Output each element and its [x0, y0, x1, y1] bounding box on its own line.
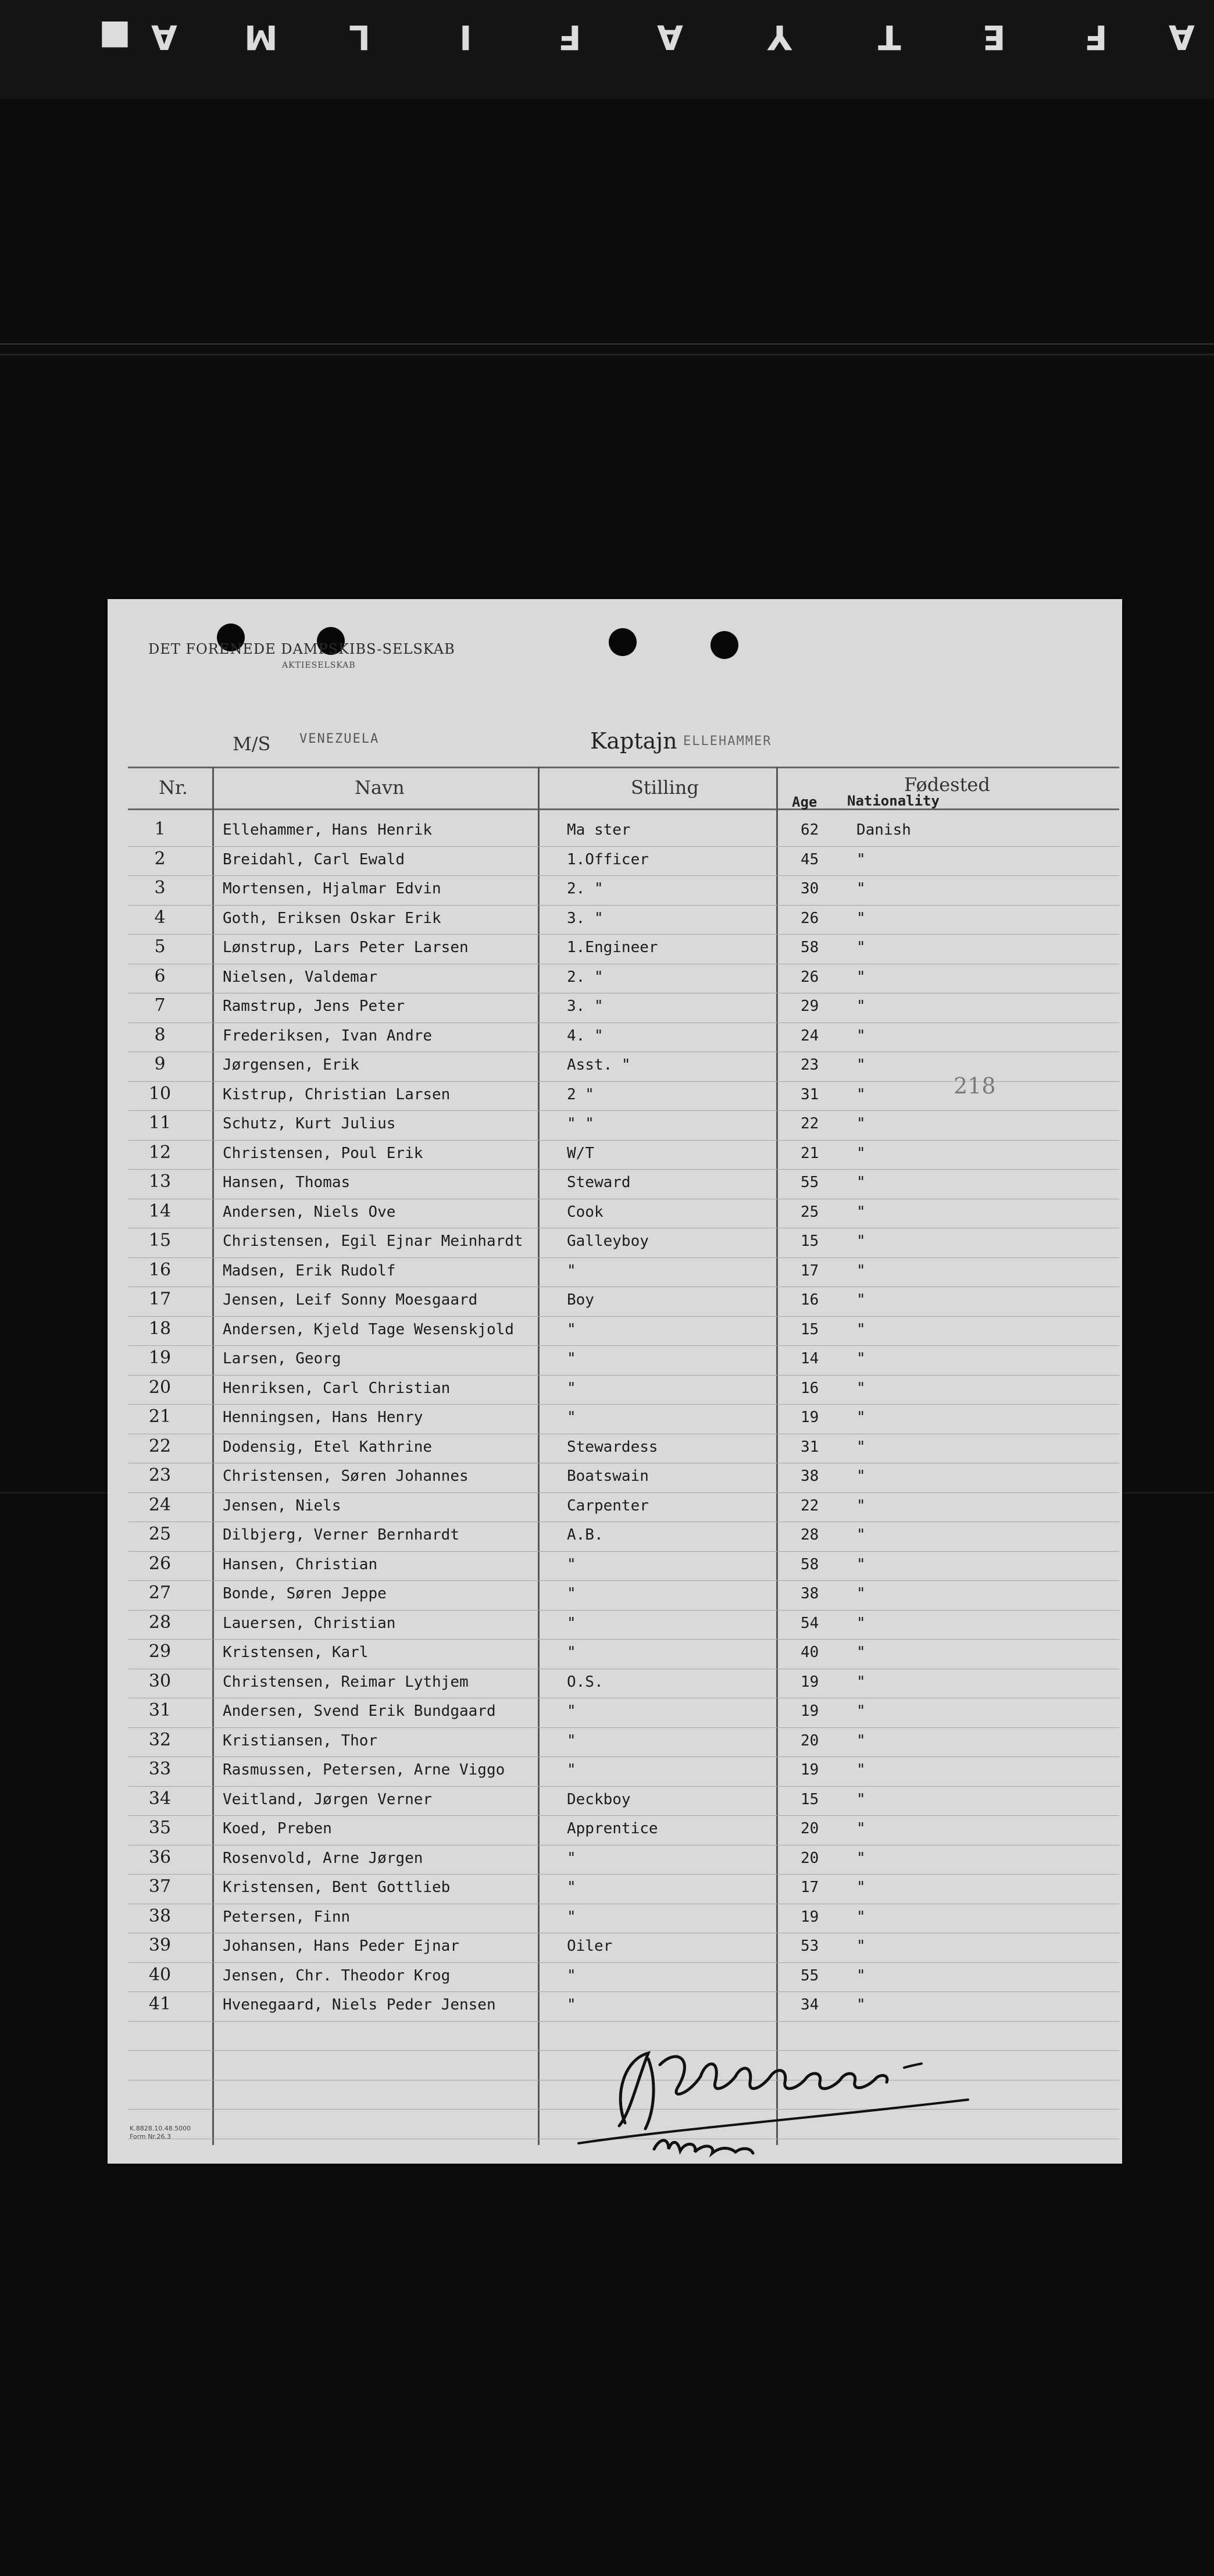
row-rule: [128, 1991, 1119, 1992]
row-nr: 30: [148, 1670, 172, 1691]
film-banner-letter: ■: [99, 17, 131, 57]
row-nationality: ": [856, 1438, 866, 1456]
row-nationality: ": [856, 1232, 866, 1250]
row-navn: Jensen, Chr. Theodor Krog: [223, 1966, 451, 1984]
row-nr: 21: [148, 1406, 172, 1427]
row-nr: 12: [148, 1142, 172, 1163]
row-nationality: ": [856, 1673, 866, 1691]
row-rule: [128, 1727, 1119, 1728]
row-nr: 31: [148, 1700, 172, 1720]
row-nationality: ": [856, 1085, 866, 1103]
film-banner-letter: Y: [767, 17, 792, 57]
row-age: 40: [801, 1644, 819, 1661]
row-rule: [128, 1169, 1119, 1170]
row-nationality: ": [856, 1320, 866, 1338]
row-navn: Christensen, Egil Ejnar Meinhardt: [223, 1232, 523, 1250]
row-navn: Henningsen, Hans Henry: [223, 1409, 423, 1426]
row-navn: Christensen, Poul Erik: [223, 1144, 423, 1162]
crew-list-sheet: [108, 599, 1122, 2164]
row-stilling: Cook: [567, 1203, 604, 1221]
row-stilling: Ma ster: [567, 821, 631, 839]
row-stilling: ": [567, 1320, 576, 1338]
row-stilling: ": [567, 1702, 576, 1720]
row-nr: 19: [148, 1348, 172, 1368]
row-nr: 28: [148, 1612, 172, 1633]
row-nationality: ": [856, 1614, 866, 1632]
row-rule: [128, 1316, 1119, 1317]
film-edge: [0, 0, 1214, 99]
row-nationality: ": [856, 1966, 866, 1984]
row-navn: Koed, Preben: [223, 1820, 332, 1837]
row-stilling: ": [567, 1409, 576, 1426]
row-navn: Petersen, Finn: [223, 1908, 351, 1926]
row-age: 55: [801, 1966, 819, 1984]
row-navn: Nielsen, Valdemar: [223, 968, 378, 986]
row-age: 19: [801, 1409, 819, 1426]
row-stilling: Boy: [567, 1291, 594, 1309]
row-stilling: A.B.: [567, 1526, 604, 1544]
signature: [561, 2024, 1055, 2164]
row-nationality: ": [856, 880, 866, 897]
row-age: 55: [801, 1174, 819, 1191]
row-navn: Kristensen, Karl: [223, 1644, 369, 1661]
row-stilling: Asst. ": [567, 1056, 631, 1074]
film-banner-letter: L: [349, 17, 370, 57]
row-age: 17: [801, 1879, 819, 1896]
row-nr: 6: [154, 965, 166, 986]
row-stilling: ": [567, 1350, 576, 1367]
row-stilling: ": [567, 1262, 576, 1280]
row-nationality: ": [856, 1467, 866, 1485]
column-divider: [776, 767, 778, 2145]
row-rule: [128, 2021, 1119, 2022]
row-nationality: ": [856, 1526, 866, 1544]
row-nationality: Danish: [856, 821, 911, 839]
row-rule: [128, 1962, 1119, 1963]
row-navn: Ellehammer, Hans Henrik: [223, 821, 433, 839]
row-navn: Lønstrup, Lars Peter Larsen: [223, 939, 469, 956]
header-nr: Nr.: [159, 776, 188, 799]
row-stilling: Apprentice: [567, 1820, 658, 1837]
row-age: 34: [801, 1996, 819, 2014]
row-stilling: Steward: [567, 1174, 631, 1191]
row-nationality: ": [856, 1115, 866, 1132]
row-nationality: ": [856, 1996, 866, 2014]
header-stilling: Stilling: [631, 776, 699, 799]
row-nr: 32: [148, 1729, 172, 1750]
row-navn: Ramstrup, Jens Peter: [223, 997, 405, 1015]
row-age: 20: [801, 1731, 819, 1750]
row-nr: 38: [148, 1905, 172, 1926]
row-stilling: O.S.: [567, 1673, 604, 1691]
row-stilling: 3. ": [567, 909, 604, 927]
row-nationality: ": [856, 850, 866, 868]
row-nr: 33: [148, 1759, 172, 1779]
row-nr: 22: [148, 1435, 172, 1456]
row-nationality: ": [856, 909, 866, 927]
row-navn: Dodensig, Etel Kathrine: [223, 1438, 433, 1456]
row-stilling: Galleyboy: [567, 1232, 649, 1250]
row-age: 28: [801, 1526, 819, 1544]
row-nationality: ": [856, 1350, 866, 1367]
row-rule: [128, 1610, 1119, 1611]
film-banner-letter: M: [244, 17, 278, 57]
film-banner: [0, 17, 1214, 64]
row-nationality: ": [856, 1644, 866, 1661]
row-nr: 26: [148, 1553, 172, 1574]
row-stilling: 3. ": [567, 997, 604, 1015]
row-age: 45: [801, 850, 819, 868]
row-age: 62: [801, 821, 819, 839]
row-stilling: Stewardess: [567, 1438, 658, 1456]
row-stilling: " ": [567, 1115, 594, 1132]
row-nationality: ": [856, 1937, 866, 1955]
row-nr: 17: [148, 1289, 172, 1309]
row-stilling: ": [567, 1761, 576, 1779]
row-age: 15: [801, 1790, 819, 1808]
row-navn: Kistrup, Christian Larsen: [223, 1085, 451, 1103]
ship-prefix: M/S: [233, 733, 271, 755]
row-navn: Lauersen, Christian: [223, 1614, 396, 1632]
film-banner-letter: E: [983, 17, 1006, 57]
row-nr: 3: [154, 878, 166, 898]
row-stilling: 1.Engineer: [567, 939, 658, 956]
film-streak: [0, 343, 1214, 345]
row-stilling: 2. ": [567, 968, 604, 986]
header-bottom-rule: [128, 808, 1119, 810]
film-banner-letter: I: [459, 17, 472, 57]
row-navn: Johansen, Hans Peder Ejnar: [223, 1937, 459, 1955]
row-nationality: ": [856, 1262, 866, 1280]
page-stamp-number: 218: [954, 1073, 996, 1099]
film-banner-letter: T: [878, 17, 901, 57]
row-nationality: ": [856, 1790, 866, 1808]
row-nr: 2: [154, 848, 166, 869]
row-rule: [128, 1257, 1119, 1258]
row-navn: Larsen, Georg: [223, 1350, 341, 1367]
row-rule: [128, 1580, 1119, 1581]
row-age: 14: [801, 1350, 819, 1367]
row-navn: Mortensen, Hjalmar Edvin: [223, 880, 441, 897]
row-age: 19: [801, 1908, 819, 1926]
row-stilling: ": [567, 1996, 576, 2014]
row-nationality: ": [856, 1497, 866, 1515]
row-nr: 23: [148, 1465, 172, 1485]
row-age: 54: [801, 1614, 819, 1632]
row-nr: 1: [154, 819, 166, 839]
row-nationality: ": [856, 1555, 866, 1573]
row-nr: 25: [148, 1524, 172, 1544]
row-navn: Andersen, Svend Erik Bundgaard: [223, 1702, 496, 1720]
row-stilling: ": [567, 1379, 576, 1397]
row-navn: Christensen, Søren Johannes: [223, 1467, 469, 1485]
row-nationality: ": [856, 939, 866, 956]
row-nationality: ": [856, 1409, 866, 1426]
form-number: Form Nr.26.3: [130, 2133, 171, 2140]
row-rule: [128, 1140, 1119, 1141]
film-banner-letter: A: [151, 17, 177, 57]
row-navn: Jensen, Niels: [223, 1497, 341, 1515]
row-nr: 8: [154, 1024, 166, 1045]
row-nationality: ": [856, 1879, 866, 1896]
row-stilling: ": [567, 1614, 576, 1632]
row-navn: Jensen, Leif Sonny Moesgaard: [223, 1291, 478, 1309]
row-rule: [128, 1815, 1119, 1816]
row-stilling: Oiler: [567, 1937, 613, 1955]
row-stilling: Deckboy: [567, 1790, 631, 1808]
row-rule: [128, 1639, 1119, 1640]
row-age: 58: [801, 939, 819, 956]
row-nationality: ": [856, 1761, 866, 1779]
row-navn: Schutz, Kurt Julius: [223, 1115, 396, 1132]
row-navn: Rosenvold, Arne Jørgen: [223, 1849, 423, 1867]
header-fodested: Fødested: [904, 774, 990, 796]
header-top-rule: [128, 767, 1119, 768]
row-navn: Dilbjerg, Verner Bernhardt: [223, 1526, 459, 1544]
row-nr: 37: [148, 1876, 172, 1897]
row-stilling: 4. ": [567, 1027, 604, 1045]
row-stilling: ": [567, 1644, 576, 1661]
row-stilling: ": [567, 1731, 576, 1750]
row-rule: [128, 1345, 1119, 1346]
row-nr: 4: [154, 907, 166, 928]
row-navn: Jørgensen, Erik: [223, 1056, 359, 1074]
row-nr: 20: [148, 1377, 172, 1398]
row-rule: [128, 905, 1119, 906]
row-age: 38: [801, 1467, 819, 1485]
row-nationality: ": [856, 968, 866, 986]
row-age: 16: [801, 1291, 819, 1309]
row-age: 26: [801, 909, 819, 927]
row-age: 20: [801, 1820, 819, 1837]
row-rule: [128, 1786, 1119, 1787]
film-banner-letter: A: [1169, 17, 1195, 57]
row-age: 25: [801, 1203, 819, 1221]
row-rule: [128, 1874, 1119, 1875]
captain-label: Kaptajn: [590, 728, 677, 754]
row-age: 53: [801, 1937, 819, 1955]
row-navn: Breidahl, Carl Ewald: [223, 850, 405, 868]
row-rule: [128, 846, 1119, 847]
row-navn: Hvenegaard, Niels Peder Jensen: [223, 1996, 496, 2014]
row-nr: 10: [148, 1083, 172, 1104]
row-age: 21: [801, 1144, 819, 1162]
row-nr: 29: [148, 1641, 172, 1662]
row-age: 24: [801, 1027, 819, 1045]
row-nr: 35: [148, 1818, 172, 1838]
column-divider: [538, 767, 540, 2145]
form-code: K.8828.10.48.5000: [130, 2125, 191, 2132]
row-age: 16: [801, 1379, 819, 1397]
row-nationality: ": [856, 1731, 866, 1750]
row-age: 19: [801, 1673, 819, 1691]
row-age: 31: [801, 1085, 819, 1103]
row-navn: Madsen, Erik Rudolf: [223, 1262, 396, 1280]
row-stilling: ": [567, 1585, 576, 1602]
row-rule: [128, 934, 1119, 935]
row-nationality: ": [856, 1174, 866, 1191]
row-nationality: ": [856, 1203, 866, 1221]
row-rule: [128, 1404, 1119, 1405]
row-nr: 18: [148, 1318, 172, 1339]
row-age: 38: [801, 1585, 819, 1602]
row-navn: Andersen, Niels Ove: [223, 1203, 396, 1221]
row-stilling: ": [567, 1908, 576, 1926]
row-nr: 11: [148, 1113, 172, 1133]
row-age: 29: [801, 997, 819, 1015]
row-nr: 16: [148, 1259, 172, 1280]
row-nr: 36: [148, 1847, 172, 1868]
row-nationality: ": [856, 1027, 866, 1045]
company-name: DET FORENEDE DAMPSKIBS-SELSKAB: [148, 641, 455, 657]
company-subtitle: AKTIESELSKAB: [282, 661, 356, 670]
row-navn: Rasmussen, Petersen, Arne Viggo: [223, 1761, 505, 1779]
header-age: Age: [792, 794, 817, 810]
row-navn: Kristiansen, Thor: [223, 1731, 378, 1750]
row-age: 17: [801, 1262, 819, 1280]
row-nationality: ": [856, 1908, 866, 1926]
row-age: 22: [801, 1115, 819, 1132]
row-age: 23: [801, 1056, 819, 1074]
row-navn: Hansen, Christian: [223, 1555, 378, 1573]
row-stilling: 2. ": [567, 880, 604, 897]
row-nr: 13: [148, 1171, 172, 1192]
row-stilling: Carpenter: [567, 1497, 649, 1515]
punch-hole: [710, 631, 738, 659]
row-stilling: 1.Officer: [567, 850, 649, 868]
row-nr: 39: [148, 1935, 172, 1955]
row-navn: Kristensen, Bent Gottlieb: [223, 1879, 451, 1896]
row-stilling: 2 ": [567, 1085, 594, 1103]
row-rule: [128, 1756, 1119, 1757]
row-age: 15: [801, 1320, 819, 1338]
row-nationality: ": [856, 1379, 866, 1397]
row-nationality: ": [856, 1291, 866, 1309]
row-nationality: ": [856, 1702, 866, 1720]
captain-name: ELLEHAMMER: [683, 734, 772, 749]
form-footer: [130, 2125, 191, 2141]
row-nr: 7: [154, 995, 166, 1016]
row-navn: Frederiksen, Ivan Andre: [223, 1027, 433, 1045]
header-navn: Navn: [355, 776, 405, 799]
row-nr: 34: [148, 1788, 172, 1809]
film-banner-letter: A: [657, 17, 683, 57]
row-nationality: ": [856, 1820, 866, 1837]
row-nr: 14: [148, 1200, 172, 1221]
row-nr: 5: [154, 936, 166, 957]
row-age: 19: [801, 1761, 819, 1779]
row-nationality: ": [856, 1849, 866, 1867]
row-navn: Hansen, Thomas: [223, 1174, 351, 1191]
row-nr: 9: [154, 1054, 166, 1074]
row-rule: [128, 1375, 1119, 1376]
header-nationality: Nationality: [847, 793, 940, 809]
row-navn: Goth, Eriksen Oskar Erik: [223, 909, 441, 927]
row-age: 20: [801, 1849, 819, 1867]
row-nationality: ": [856, 1585, 866, 1602]
row-age: 22: [801, 1497, 819, 1515]
ship-name: VENEZUELA: [299, 732, 380, 746]
row-nr: 27: [148, 1583, 172, 1603]
row-nationality: ": [856, 997, 866, 1015]
row-nr: 24: [148, 1494, 172, 1515]
row-stilling: ": [567, 1555, 576, 1573]
row-navn: Veitland, Jørgen Verner: [223, 1790, 433, 1808]
film-streak: [0, 354, 1214, 355]
row-nr: 15: [148, 1230, 172, 1250]
row-rule: [128, 1551, 1119, 1552]
row-stilling: ": [567, 1966, 576, 1984]
row-age: 31: [801, 1438, 819, 1456]
row-navn: Andersen, Kjeld Tage Wesenskjold: [223, 1320, 514, 1338]
row-rule: [128, 1110, 1119, 1111]
row-rule: [128, 1022, 1119, 1023]
punch-hole: [609, 628, 637, 656]
row-rule: [128, 1492, 1119, 1493]
row-navn: Henriksen, Carl Christian: [223, 1379, 451, 1397]
film-banner-letter: F: [1084, 17, 1108, 57]
row-stilling: ": [567, 1849, 576, 1867]
row-stilling: ": [567, 1879, 576, 1896]
row-age: 19: [801, 1702, 819, 1720]
row-age: 58: [801, 1555, 819, 1573]
film-banner-letter: F: [558, 17, 581, 57]
row-stilling: Boatswain: [567, 1467, 649, 1485]
row-age: 15: [801, 1232, 819, 1250]
row-nr: 41: [148, 1994, 172, 2014]
row-nationality: ": [856, 1144, 866, 1162]
row-age: 26: [801, 968, 819, 986]
column-divider: [212, 767, 214, 2145]
row-stilling: W/T: [567, 1144, 594, 1162]
row-nr: 40: [148, 1964, 172, 1985]
row-nationality: ": [856, 1056, 866, 1074]
row-navn: Bonde, Søren Jeppe: [223, 1585, 387, 1602]
row-rule: [128, 875, 1119, 876]
row-navn: Christensen, Reimar Lythjem: [223, 1673, 469, 1691]
row-age: 30: [801, 880, 819, 897]
